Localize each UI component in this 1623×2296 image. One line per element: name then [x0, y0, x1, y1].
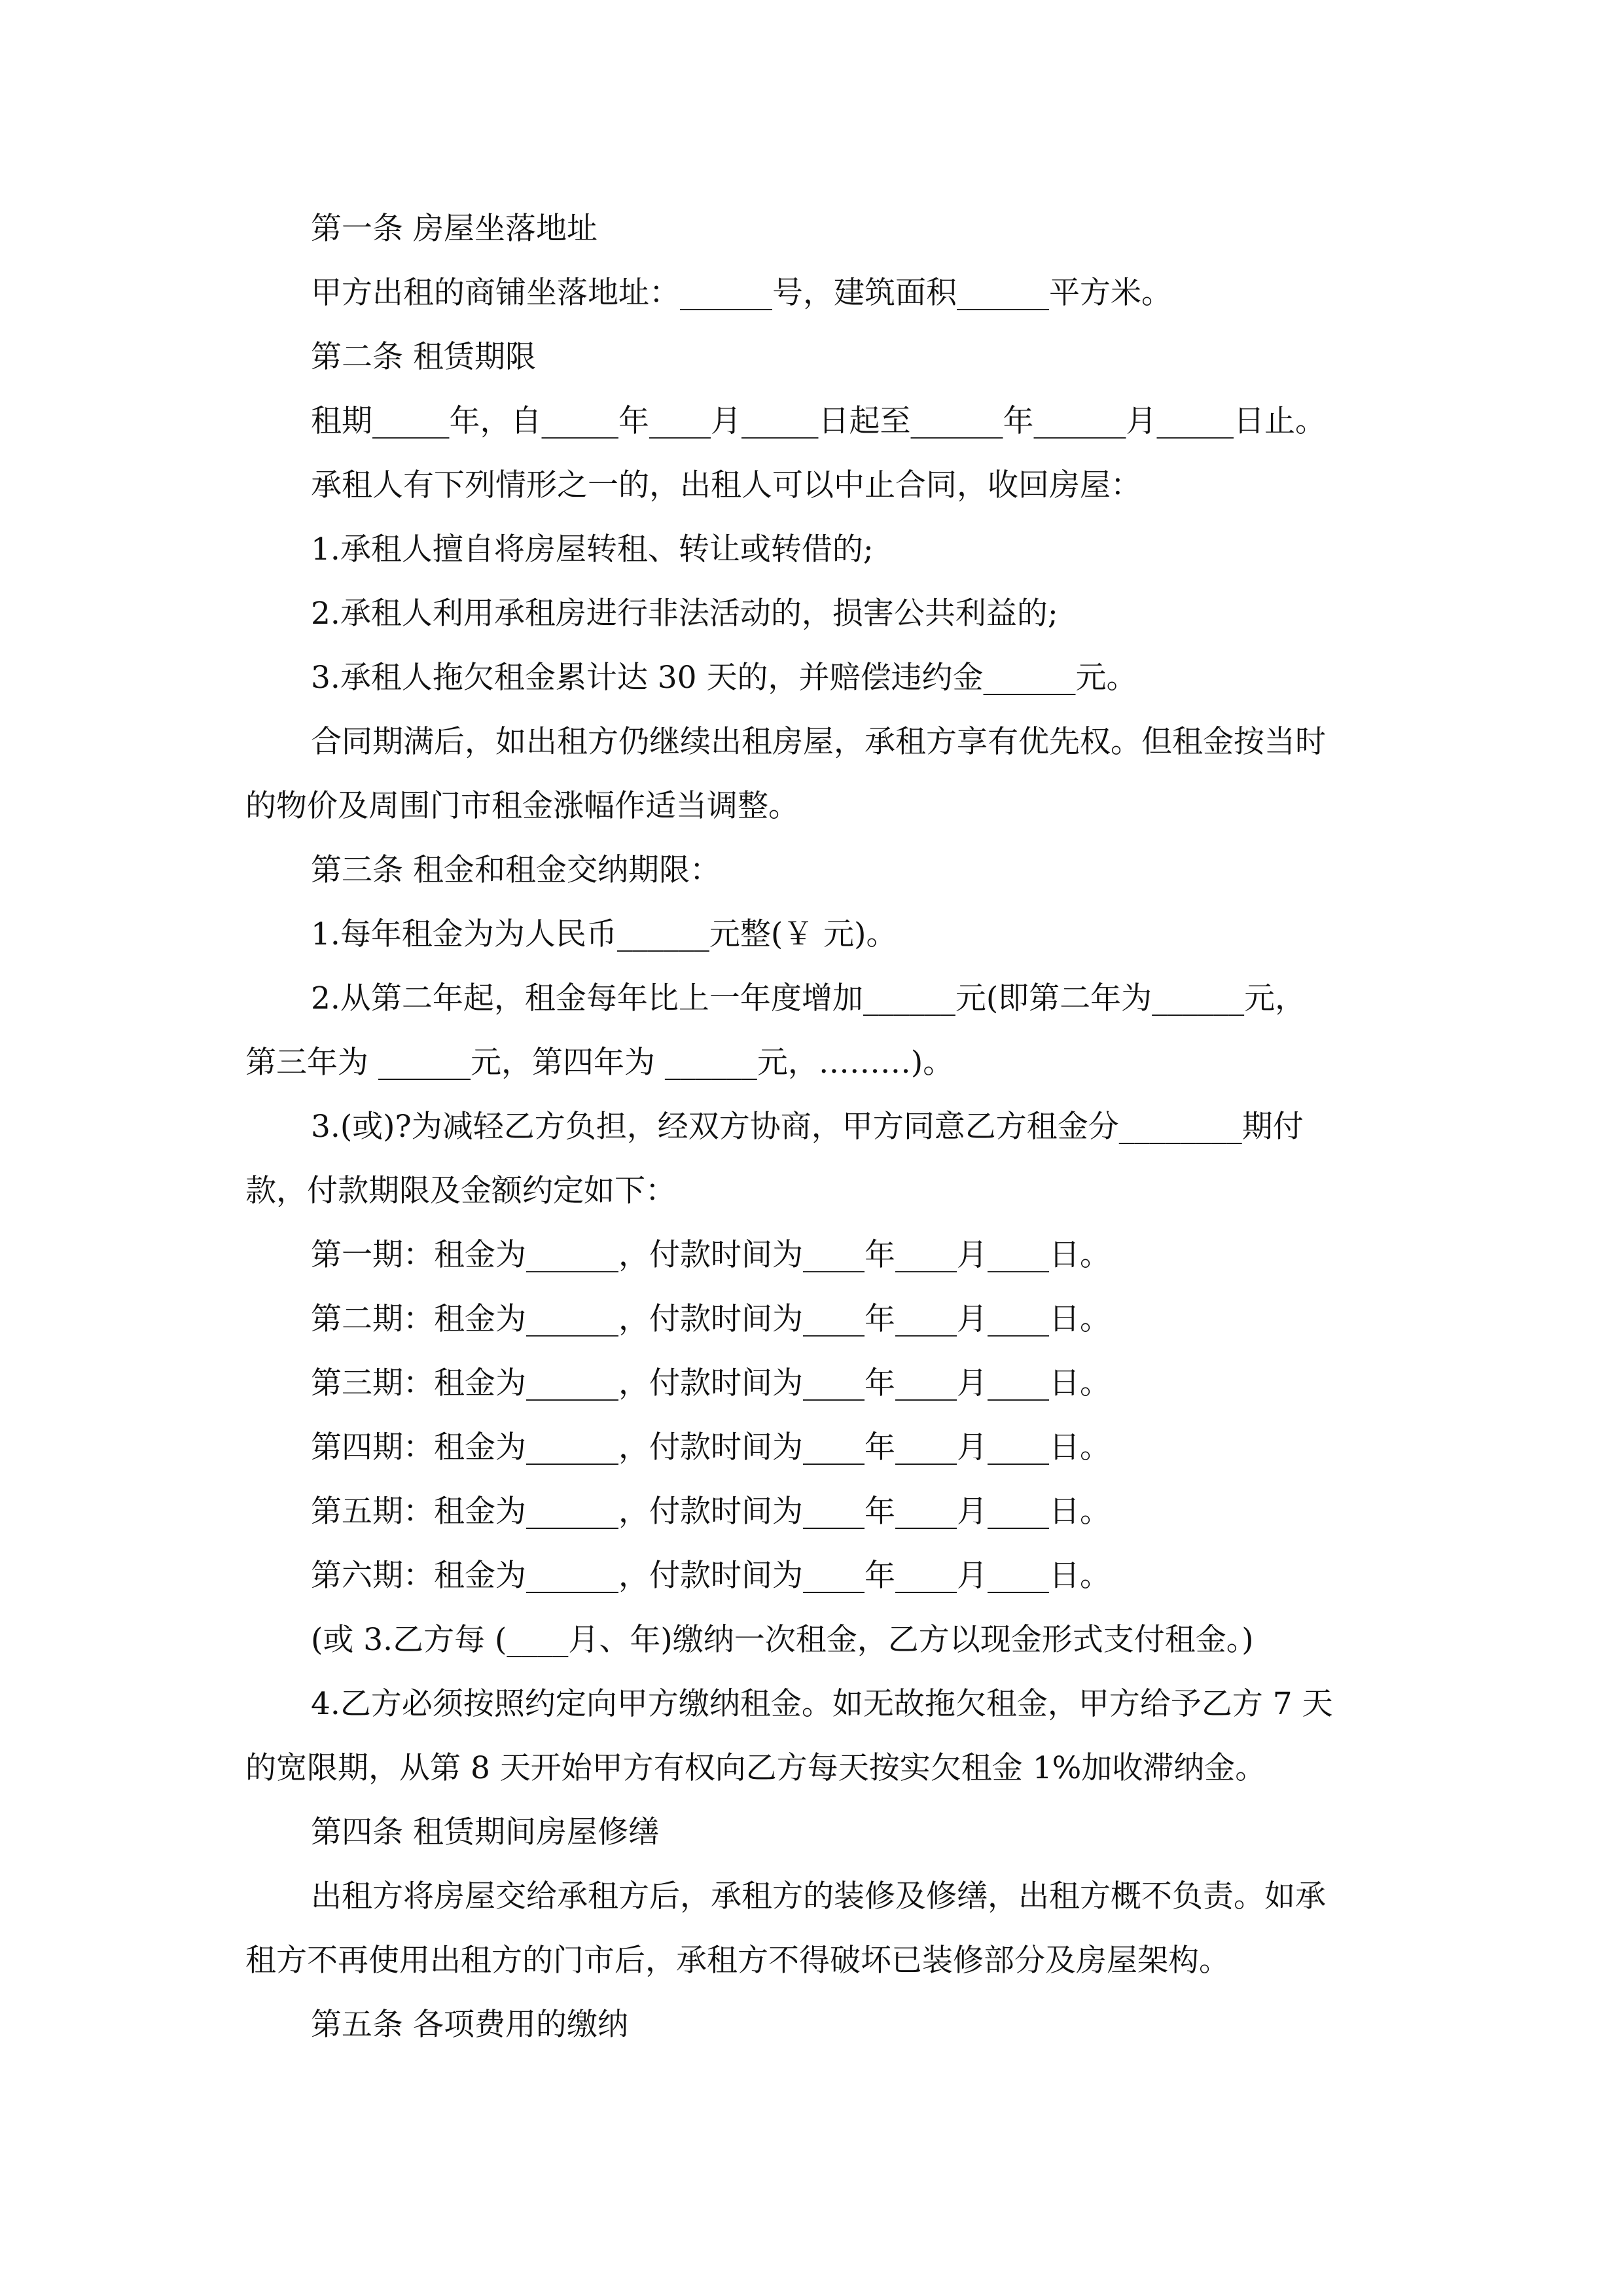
installment-4 — [311, 1415, 1623, 1480]
line-text: 合同期满后，如出租方仍继续出租房屋，承租方享有优先权。但租金按当时 — [311, 724, 1326, 760]
line-text: 1.每年租金为为人民币______元整(￥ 元)。 — [311, 916, 897, 952]
line-text: (或 3.乙方每 (____月、年)缴纳一次租金，乙方以现金形式支付租金。) — [311, 1622, 1254, 1658]
line-text: 2.从第二年起，租金每年比上一年度增加______元(即第二年为______元， — [311, 980, 1306, 1016]
line-text: 第三年为 ______元，第四年为 ______元，………)。 — [245, 1045, 954, 1081]
installment-5 — [311, 1479, 1623, 1545]
rent-item-4-line-2 — [245, 1736, 1623, 1801]
rent-item-2-line-2 — [245, 1030, 1623, 1096]
line-text: 第三条 租金和租金交纳期限： — [311, 852, 721, 888]
termination-item-2 — [311, 581, 1623, 647]
line-text: 承租人有下列情形之一的，出租人可以中止合同，收回房屋： — [311, 467, 1141, 503]
termination-intro — [311, 453, 1623, 518]
repair-clause-line-2 — [245, 1928, 1623, 1994]
line-text: 第三期：租金为______，付款时间为____年____月____日。 — [311, 1365, 1111, 1401]
line-text: 租方不再使用出租方的门市后，承租方不得破坏已装修部分及房屋架构。 — [245, 1943, 1230, 1979]
rent-item-1 — [311, 902, 1623, 967]
alternative-payment-clause — [311, 1607, 1623, 1673]
line-text: 第一条 房屋坐落地址 — [311, 211, 597, 247]
line-text: 3.承租人拖欠租金累计达 30 天的，并赔偿违约金______元。 — [311, 660, 1137, 696]
line-text: 第六期：租金为______，付款时间为____年____月____日。 — [311, 1558, 1111, 1594]
termination-item-1 — [311, 517, 1623, 583]
line-text: 第四期：租金为______，付款时间为____年____月____日。 — [311, 1429, 1111, 1465]
installment-6 — [311, 1543, 1623, 1609]
line-text: 4.乙方必须按照约定向甲方缴纳租金。如无故拖欠租金，甲方给予乙方 7 天 — [311, 1686, 1333, 1722]
termination-item-3 — [311, 645, 1623, 711]
lease-term-clause — [311, 389, 1623, 454]
line-text: 的宽限期，从第 8 天开始甲方有权向乙方每天按实欠租金 1%加收滞纳金。 — [245, 1750, 1266, 1786]
line-text: 1.承租人擅自将房屋转租、转让或转借的; — [311, 531, 874, 567]
repair-clause-line-1 — [311, 1864, 1623, 1929]
line-text: 第二条 租赁期限 — [311, 339, 536, 375]
line-text: 出租方将房屋交给承租方后，承租方的装修及修缮，出租方概不负责。如承 — [311, 1878, 1326, 1914]
article-1-heading — [311, 196, 1623, 262]
line-text: 第五条 各项费用的缴纳 — [311, 2007, 628, 2043]
line-text: 第一期：租金为______，付款时间为____年____月____日。 — [311, 1237, 1111, 1273]
line-text: 第二期：租金为______，付款时间为____年____月____日。 — [311, 1301, 1111, 1337]
rent-item-3-line-2 — [245, 1158, 1623, 1224]
installment-2 — [311, 1287, 1623, 1352]
article-4-heading — [311, 1800, 1623, 1865]
shop-address-clause — [311, 260, 1623, 326]
renewal-clause-line-2 — [245, 774, 1623, 839]
line-text: 款，付款期限及金额约定如下： — [245, 1173, 676, 1209]
installment-3 — [311, 1351, 1623, 1416]
line-text: 2.承租人利用承租房进行非法活动的，损害公共利益的; — [311, 596, 1058, 632]
line-text: 3.(或)?为减轻乙方负担，经双方协商，甲方同意乙方租金分________期付 — [311, 1109, 1304, 1145]
line-text: 的物价及周围门市租金涨幅作适当调整。 — [245, 788, 799, 824]
line-text: 第五期：租金为______，付款时间为____年____月____日。 — [311, 1494, 1111, 1530]
article-5-heading — [311, 1992, 1623, 2058]
line-text: 甲方出租的商铺坐落地址：______号，建筑面积______平方米。 — [311, 275, 1172, 311]
rent-item-3-line-1 — [311, 1094, 1623, 1160]
article-3-heading — [311, 838, 1623, 903]
line-text: 第四条 租赁期间房屋修缮 — [311, 1814, 659, 1850]
article-2-heading — [311, 325, 1623, 390]
rent-item-4-line-1 — [311, 1672, 1623, 1737]
line-text: 租期_____年，自_____年____月_____日起至______年______月_____日止。 — [311, 403, 1326, 439]
rent-item-2-line-1 — [311, 966, 1623, 1031]
renewal-clause-line-1 — [311, 709, 1623, 775]
installment-1 — [311, 1223, 1623, 1288]
